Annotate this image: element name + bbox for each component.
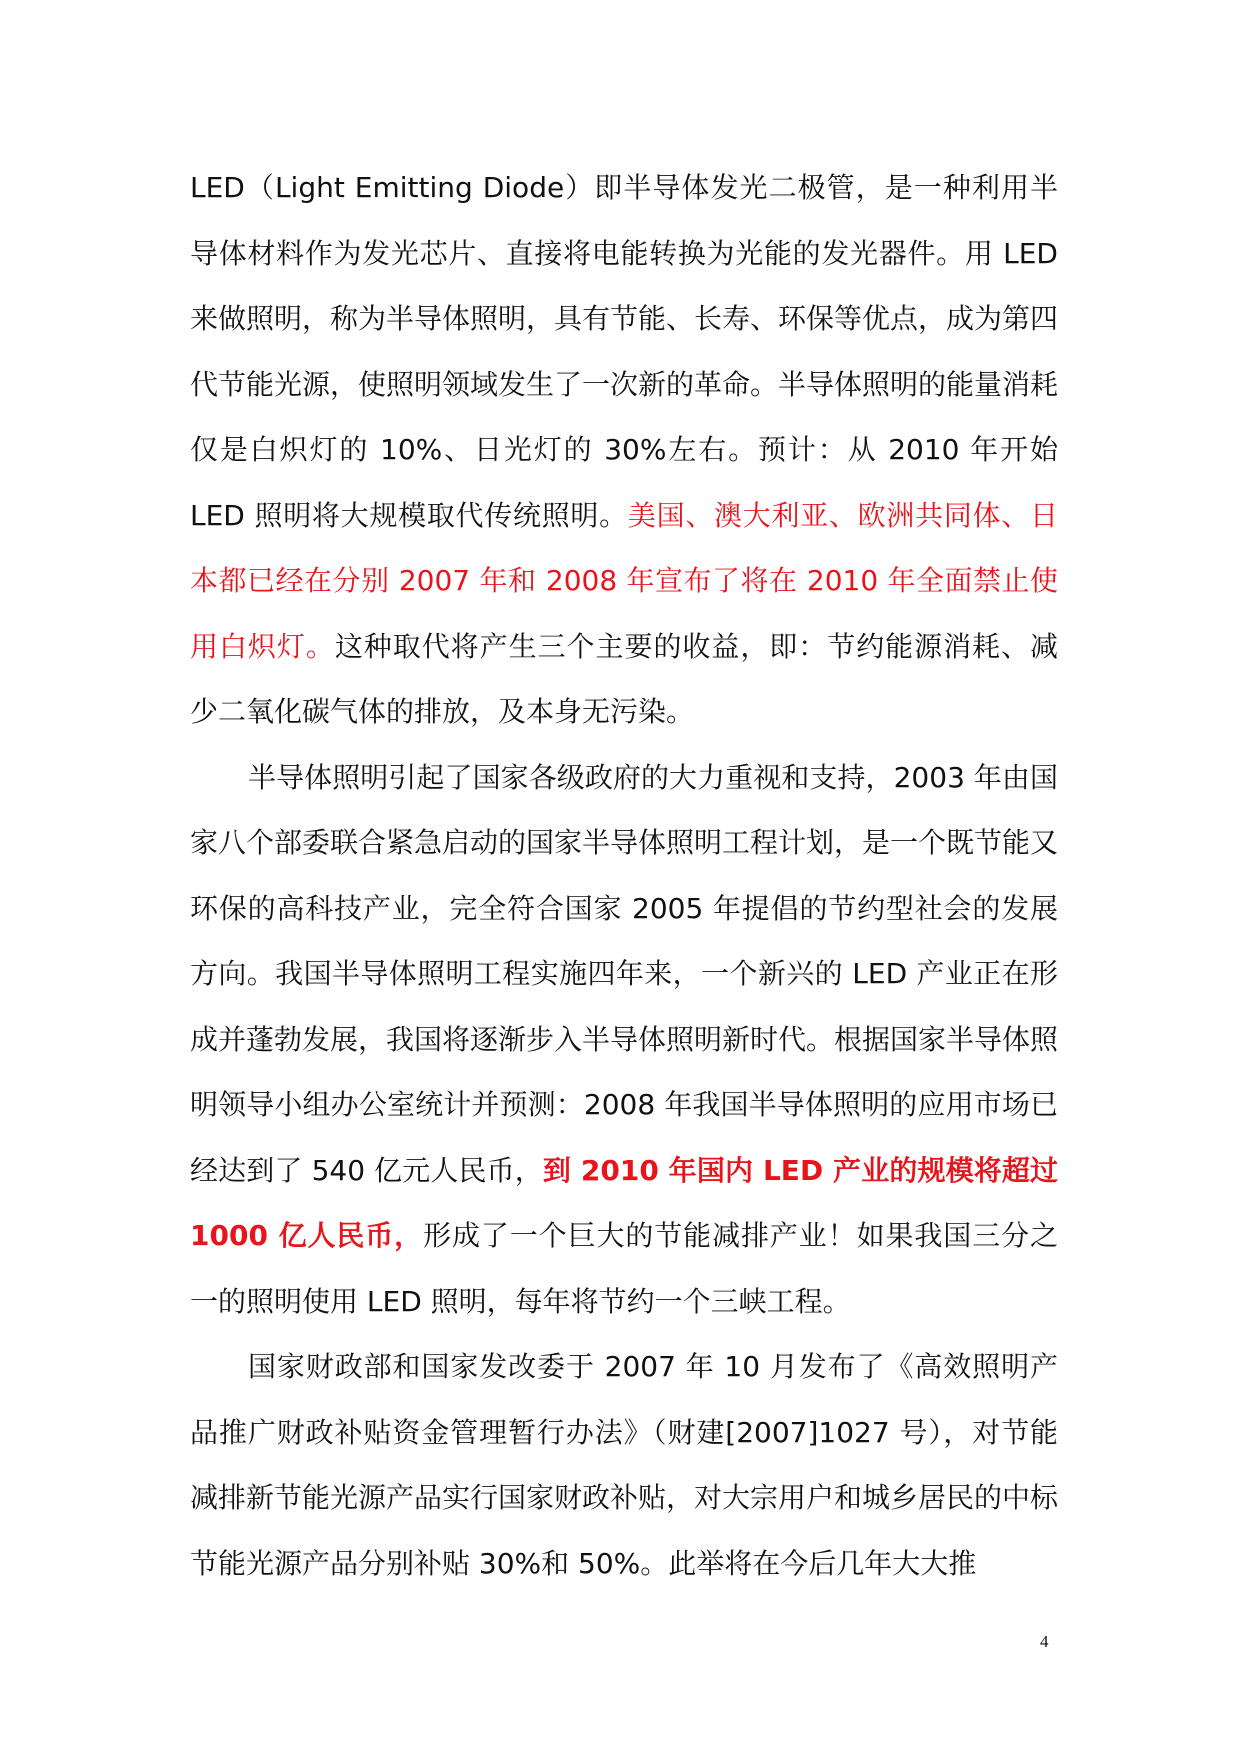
paragraph-text: 这种取代将产生三个主要的收益，即：节约能源消耗、减少二氧化碳气体的排放，及本身无污染。 <box>190 629 1058 728</box>
highlighted-bold-text: 到 2010 年国内 LED 产业的规模将超过 1000 亿人民币， <box>190 1153 1058 1252</box>
paragraph-text: LED（Light Emitting Diode）即半导体发光二极管，是一种利用半导体材料作为发光芯片、直接将电能转换为光能的发光器件。用 LED 来做照明，称为半导体照明，具有节能、长寿、环保等优点，成为第四代节能光源，使照明领域发生了一次新的革命。半导体照明的能量消耗仅是白炽灯的 10%、日光灯的 30%左右。预计：从 2010 年开始 LED 照明将大规模取代传统照明。 <box>190 171 1059 532</box>
highlighted-text: 美国、澳大利亚、欧洲共同体、日本都已经在分别 2007 年和 2008 年宣布了将在 2010 年全面禁止使用白炽灯。 <box>190 498 1058 663</box>
paragraph-government-support <box>190 745 1058 1335</box>
document-body <box>190 155 1058 1596</box>
paragraph-text: 半导体照明引起了国家各级政府的大力重视和支持，2003 年由国家八个部委联合紧急启动的国家半导体照明工程计划，是一个既节能又环保的高科技产业，完全符合国家 2005 年提倡的节约型社会的发展方向。我国半导体照明工程实施四年来，一个新兴的 LED 产业正在形成并蓬勃发展，我国将逐渐步入半导体照明新时代。根据国家半导体照明领导小组办公室统计并预测：2008 年我国半导体照明的应用市场已经达到了 540 亿元人民币， <box>190 760 1059 1187</box>
page-number: 4 <box>1040 1632 1049 1651</box>
paragraph-subsidy-policy <box>190 1334 1058 1596</box>
paragraph-led-intro <box>190 155 1058 745</box>
paragraph-text: 形成了一个巨大的节能减排产业！如果我国三分之一的照明使用 LED 照明，每年将节约一个三峡工程。 <box>190 1219 1058 1318</box>
paragraph-text: 国家财政部和国家发改委于 2007 年 10 月发布了《高效照明产品推广财政补贴资金管理暂行办法》（财建[2007]1027 号），对节能减排新节能光源产品实行国家财政补贴，对大宗用户和城乡居民的中标节能光源产品分别补贴 30%和 50%。此举将在今后几年大大推 <box>190 1350 1059 1580</box>
